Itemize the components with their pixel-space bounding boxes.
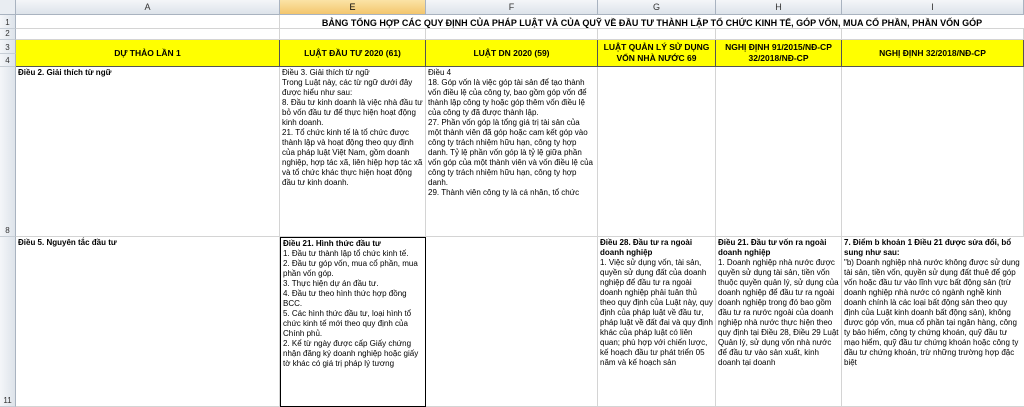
cell-i11[interactable] xyxy=(842,237,1024,407)
cell-g11-title: Điều 28. Đầu tư ra ngoài doanh nghiệp xyxy=(600,238,693,257)
cell-h11-title: Điều 21. Đầu tư vốn ra ngoài doanh nghiệp xyxy=(718,238,827,257)
cell-h8[interactable] xyxy=(716,67,842,237)
cell-f8[interactable]: Điều 4 18. Góp vốn là việc góp tài sản để tạo thành vốn điều lệ của công ty, bao gồm góp vốn để thành lập công ty hoặc góp thêm vốn điều lệ của công ty đã được thành lập. 27. Phần vốn góp là tổng giá trị tài sản của một thành viên đã góp hoặc cam kết góp vào công ty trách nhiệm hữu hạn, công ty hợp danh. Tỷ lệ phần vốn góp là tỷ lệ giữa phần vốn góp của một thành viên và vốn điều lệ của công ty trách nhiệm hữu hạn, công ty hợp danh. 29. Thành viên công ty là cá nhân, tổ chức xyxy=(426,67,598,237)
cell-f2[interactable] xyxy=(426,29,598,40)
cell-i8[interactable] xyxy=(842,67,1024,237)
row-header-3[interactable]: 3 xyxy=(0,40,16,54)
cell-i11-title: 7. Điểm b khoản 1 Điều 21 được sửa đổi, bổ sung như sau: xyxy=(844,238,1012,257)
cell-a8[interactable]: Điều 2. Giải thích từ ngữ xyxy=(16,67,280,237)
header-luat-von-nha-nuoc[interactable]: LUẬT QUẢN LÝ SỬ DỤNG VỐN NHÀ NƯỚC 69 xyxy=(598,40,716,67)
header-nghi-dinh-91[interactable]: NGHỊ ĐỊNH 91/2015/NĐ-CP 32/2018/NĐ-CP xyxy=(716,40,842,67)
sheet-title[interactable]: BẢNG TỔNG HỢP CÁC QUY ĐỊNH CỦA PHÁP LUẬT VÀ CỦA QUỸ VỀ ĐẦU TƯ THÀNH LẬP TỔ CHỨC KINH TẾ, GÓP VỐN, MUA CỔ PHẦN, PHẦN VỐN GÓP xyxy=(280,15,1024,29)
cell-g2[interactable] xyxy=(598,29,716,40)
cell-e2[interactable] xyxy=(280,29,426,40)
cell-g11-body: 1. Việc sử dụng vốn, tài sản, quyền sử dụng đất của doanh nghiệp để đầu tư ra ngoài doanh nghiệp phải tuân thủ theo quy định của Luật này, quy định của pháp luật về đầu tư, pháp luật về đất đai và quy định khác của pháp luật có liên quan; phù hợp với chiến lược, kế hoạch đầu tư phát triển 05 năm và kế hoạch sản xyxy=(600,258,713,367)
row-header-8[interactable]: 8 xyxy=(0,67,16,237)
cell-i2[interactable] xyxy=(842,29,1024,40)
column-header-a[interactable]: A xyxy=(16,0,280,15)
cell-e11-title: Điều 21. Hình thức đầu tư xyxy=(283,239,381,248)
column-header-f[interactable]: F xyxy=(426,0,598,15)
select-all-corner[interactable] xyxy=(0,0,16,15)
cell-h2[interactable] xyxy=(716,29,842,40)
cell-h11-body: 1. Doanh nghiệp nhà nước được quyền sử dụng tài sản, tiền vốn thuộc quyền quản lý, sử dụng của doanh nghiệp để đầu tư ra ngoài doanh nghiệp trong đó bao gồm đầu tư ra nước ngoài của doanh nghiệp nhà nước thực hiện theo quy định tại Điều 28, Điều 29 Luật Quản lý, sử dụng vốn nhà nước để đầu tư vào sản xuất, kinh doanh tại doanh xyxy=(718,258,839,367)
cell-g8[interactable] xyxy=(598,67,716,237)
cell-a11[interactable]: Điều 5. Nguyên tắc đầu tư xyxy=(16,237,280,407)
row-header-4[interactable]: 4 xyxy=(0,54,16,67)
header-du-thao[interactable]: DỰ THẢO LẦN 1 xyxy=(16,40,280,67)
cell-h11[interactable] xyxy=(716,237,842,407)
cell-f11[interactable] xyxy=(426,237,598,407)
cell-e8[interactable]: Điều 3. Giải thích từ ngữ Trong Luật này, các từ ngữ dưới đây được hiểu như sau: 8. Đầu tư kinh doanh là việc nhà đầu tư bỏ vốn đầu tư để thực hiện hoạt động kinh doanh. 21. Tổ chức kinh tế là tổ chức được thành lập và hoạt động theo quy định của pháp luật Việt Nam, gồm doanh nghiệp, hợp tác xã, liên hiệp hợp tác xã và tổ chức khác thực hiện hoạt động đầu tư kinh doanh. xyxy=(280,67,426,237)
cell-g11[interactable] xyxy=(598,237,716,407)
row-header-1[interactable]: 1 xyxy=(0,15,16,29)
cell-a2[interactable] xyxy=(16,29,280,40)
column-header-i[interactable]: I xyxy=(842,0,1024,15)
row-header-2[interactable]: 2 xyxy=(0,29,16,40)
cell-a1[interactable] xyxy=(16,15,280,29)
header-luat-dau-tu[interactable]: LUẬT ĐẦU TƯ 2020 (61) xyxy=(280,40,426,67)
column-header-g[interactable]: G xyxy=(598,0,716,15)
cell-i11-body: "b) Doanh nghiệp nhà nước không được sử dụng tài sản, tiền vốn, quyền sử dụng đất thuê để góp vốn hoặc đầu tư vào lĩnh vực bất động sản (trừ doanh nghiệp nhà nước có ngành nghề kinh doanh chính là các loại bất động sản theo quy định của Luật kinh doanh bất động sản), không được góp vốn, mua cổ phần tại ngân hàng, công ty bảo hiểm, công ty chứng khoán, quỹ đầu tư mạo hiểm, quỹ đầu tư chứng khoán hoặc công ty đầu tư chứng khoán, trừ những trường hợp đặc biệt xyxy=(844,258,1020,367)
row-header-11[interactable]: 11 xyxy=(0,237,16,407)
header-nghi-dinh-32[interactable]: NGHỊ ĐỊNH 32/2018/NĐ-CP xyxy=(842,40,1024,67)
cell-e11-body: 1. Đầu tư thành lập tổ chức kinh tế. 2. Đầu tư góp vốn, mua cổ phần, mua phần vốn góp. 3. Thực hiện dự án đầu tư. 4. Đầu tư theo hình thức hợp đồng BCC. 5. Các hình thức đầu tư, loại hình tổ chức kinh tế mới theo quy định của Chính phủ. 2. Kể từ ngày được cấp Giấy chứng nhận đăng ký doanh nghiệp hoặc giấy tờ khác có giá trị pháp lý tương xyxy=(283,249,419,368)
column-header-h[interactable]: H xyxy=(716,0,842,15)
column-header-e[interactable]: E xyxy=(280,0,426,15)
cell-e11[interactable] xyxy=(280,237,426,407)
header-luat-dn[interactable]: LUẬT DN 2020 (59) xyxy=(426,40,598,67)
